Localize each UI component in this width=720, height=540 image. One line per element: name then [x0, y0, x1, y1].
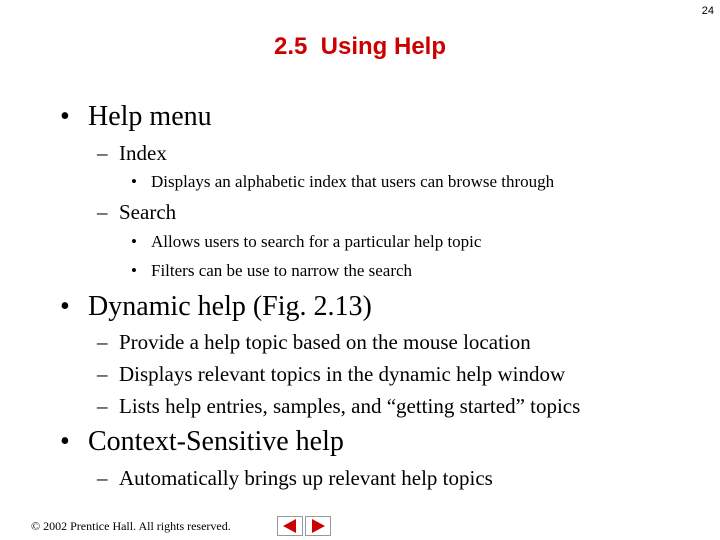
bullet-marker: –	[97, 330, 108, 354]
bullet-marker: •	[60, 426, 70, 457]
bullet-marker: •	[60, 101, 70, 132]
bullet-text: Context-Sensitive help	[88, 426, 344, 457]
next-arrow-icon	[305, 516, 331, 536]
bullet-text: Allows users to search for a particular help topic	[151, 232, 482, 251]
next-slide-button[interactable]	[305, 516, 331, 536]
bullet-marker: •	[131, 232, 137, 251]
bullet-marker: –	[97, 200, 108, 224]
bullet-text: Automatically brings up relevant help topics	[119, 466, 493, 490]
bullet-text: Search	[119, 200, 177, 224]
bullet-marker: –	[97, 362, 108, 386]
copyright-icon: ©	[31, 519, 41, 533]
bullet-text: Provide a help topic based on the mouse location	[119, 330, 531, 354]
bullet-marker: –	[97, 394, 108, 418]
previous-arrow-icon	[277, 516, 303, 536]
copyright-notice	[31, 519, 231, 534]
slide-title: 2.5 Using Help	[273, 33, 447, 60]
previous-slide-button[interactable]	[277, 516, 303, 536]
bullet-marker: •	[131, 261, 137, 280]
bullet-text: Lists help entries, samples, and “getting started” topics	[119, 394, 581, 418]
bullet-text: Displays relevant topics in the dynamic help window	[119, 362, 566, 386]
page-number: 24	[701, 5, 714, 17]
bullet-text: Help menu	[88, 101, 212, 132]
bullet-text: Filters can be use to narrow the search	[151, 261, 413, 280]
bullet-marker: •	[131, 172, 137, 191]
bullet-text: Index	[119, 141, 167, 165]
bullet-marker: –	[97, 466, 108, 490]
bullet-marker: •	[60, 291, 70, 322]
bullet-marker: –	[97, 141, 108, 165]
copyright-text: 2002 Prentice Hall. All rights reserved.	[40, 519, 231, 533]
bullet-text: Dynamic help (Fig. 2.13)	[88, 291, 372, 322]
bullet-text: Displays an alphabetic index that users can browse through	[151, 172, 555, 191]
